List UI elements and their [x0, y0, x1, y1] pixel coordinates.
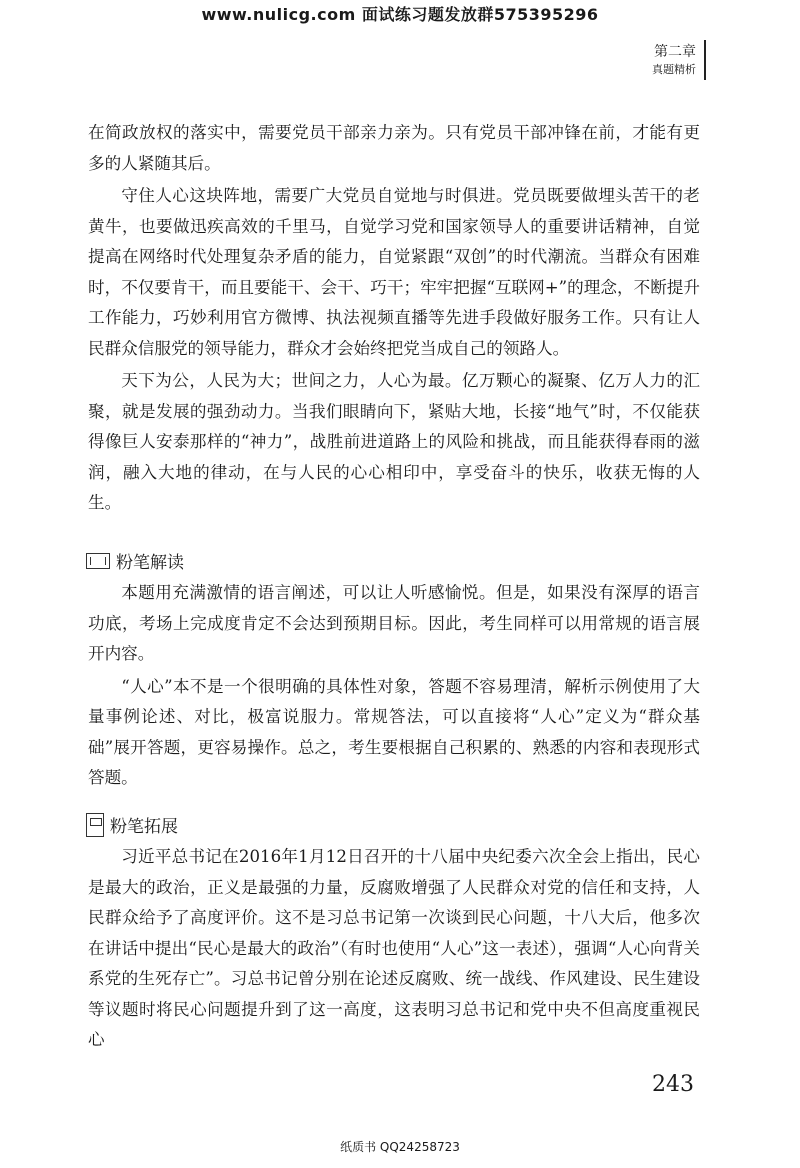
analysis-text: [88, 578, 700, 796]
chapter-header: [652, 42, 696, 78]
chapter-subtitle: 真题精析: [652, 63, 696, 76]
book-icon: [86, 553, 110, 569]
watermark-banner: www.nulicg.com 面试练习题发放群575395296: [201, 5, 599, 24]
paragraph: 本题用充满激情的语言阐述，可以让人听感愉悦。但是，如果没有深厚的语言功底，考场上完成度肯定不会达到预期目标。因此，考生同样可以用常规的语言展开内容。: [88, 583, 700, 663]
section-title: 粉笔拓展: [110, 817, 178, 837]
main-text-top: [88, 118, 700, 521]
chapter-title: 第二章: [654, 44, 696, 60]
chapter-divider: [704, 40, 706, 80]
footer-text: 纸质书 QQ24258723: [340, 1140, 460, 1154]
paragraph: 守住人心这块阵地，需要广大党员自觉地与时俱进。党员既要做埋头苦干的老黄牛，也要做迅疾高效的千里马，自觉学习党和国家领导人的重要讲话精神，自觉提高在网络时代处理复杂矛盾的能力，自觉紧跟“双创”的时代潮流。当群众有困难时，不仅要肯干，而且要能干、会干、巧干；牢牢把握“互联网+”的理念，不断提升工作能力，巧妙利用官方微博、执法视频直播等先进手段做好服务工作。只有让人民群众信服党的领导能力，群众才会始终把党当成自己的领路人。: [88, 186, 700, 358]
extension-icon: [86, 813, 104, 837]
extension-text: [88, 842, 700, 1058]
section-title: 粉笔解读: [116, 553, 184, 573]
paragraph: 习近平总书记在2016年1月12日召开的十八届中央纪委六次全会上指出，民心是最大的政治，正义是最强的力量，反腐败增强了人民群众对党的信任和支持，人民群众给予了高度评价。这不是习总书记第一次谈到民心问题，十八大后，他多次在讲话中提出“民心是最大的政治”（有时也使用“人心”这一表述），强调“人心向背关系党的生死存亡”。习总书记曾分别在论述反腐败、统一战线、作风建设、民生建设等议题时将民心问题提升到了这一高度，这表明习总书记和党中央不但高度重视民心: [88, 847, 700, 1049]
paragraph: 在简政放权的落实中，需要党员干部亲力亲为。只有党员干部冲锋在前，才能有更多的人紧随其后。: [88, 123, 700, 173]
section-header-analysis: [86, 548, 184, 573]
section-header-extension: [86, 812, 178, 837]
paragraph: 天下为公，人民为大；世间之力，人心为最。亿万颗心的凝聚、亿万人力的汇聚，就是发展的强劲动力。当我们眼睛向下，紧贴大地，长接“地气”时，不仅能获得像巨人安泰那样的“神力”，战胜前进道路上的风险和挑战，而且能获得春雨的滋润，融入大地的律动，在与人民的心心相印中，享受奋斗的快乐，收获无悔的人生。: [88, 371, 700, 512]
paragraph: “人心”本不是一个很明确的具体性对象，答题不容易理清，解析示例使用了大量事例论述、对比，极富说服力。常规答法，可以直接将“人心”定义为“群众基础”展开答题，更容易操作。总之，考生要根据自己积累的、熟悉的内容和表现形式答题。: [88, 676, 700, 787]
page-number: 243: [652, 1072, 694, 1097]
